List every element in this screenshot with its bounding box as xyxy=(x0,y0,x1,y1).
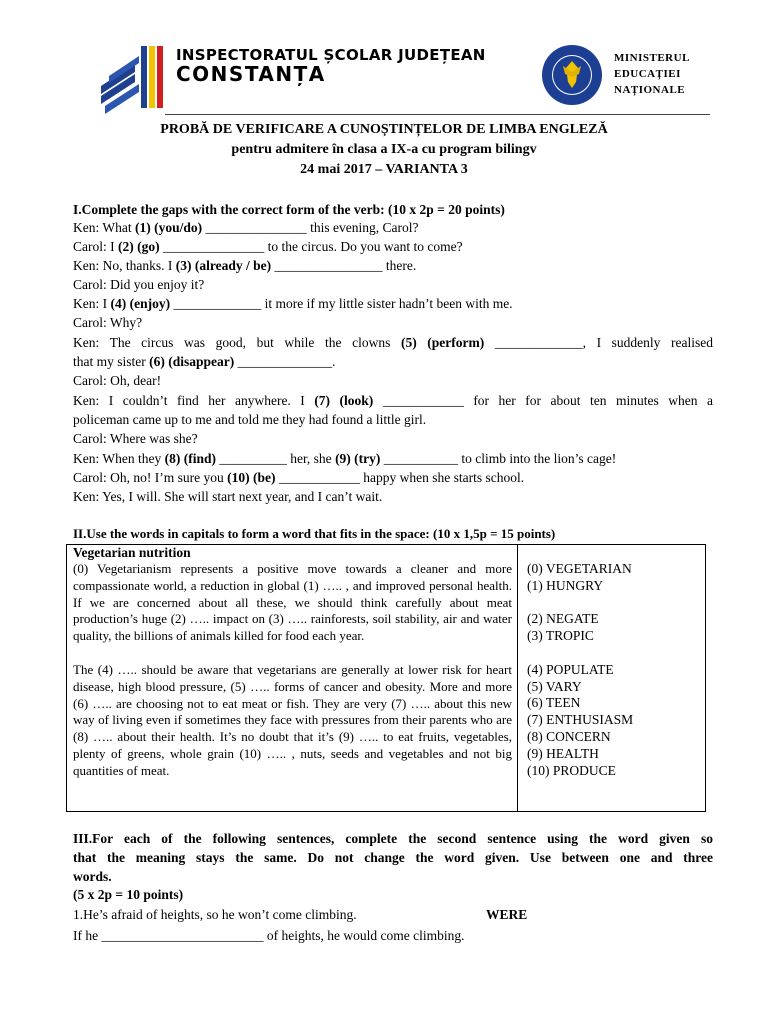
dialogue-line: Ken: When they (8) (find) __________ her, she (9) (try) ___________ to climb into the lion’s cage! xyxy=(73,451,617,466)
table-column-divider xyxy=(517,544,518,812)
item-1-sentence: 1.He’s afraid of heights, so he won’t come climbing. xyxy=(73,907,357,922)
ministry-line-3: NAȚIONALE xyxy=(614,84,686,96)
header-divider xyxy=(165,114,710,115)
word-list-item: (0) VEGETARIAN xyxy=(527,561,632,576)
word-list-item: (2) NEGATE xyxy=(527,611,599,626)
exam-date: 24 mai 2017 – VARIANTA 3 xyxy=(300,162,468,177)
dialogue-line: Ken: Yes, I will. She will start next year, and I can’t wait. xyxy=(73,489,383,504)
dialogue-line: Carol: Why? xyxy=(73,315,143,330)
text-paragraph-2: The (4) ….. should be aware that vegetarians are generally at lower risk for heart disease, high blood pressure, (5) ….. forms of cancer and obesity. More and more (6) ….. are choosing not to eat meat or fish. They are very (7) ….. about this new way of living even if sometimes they face with pressures from their parents who are (8) ….. about their health. It’s no doubt that it’s (9) ….. to eat fruits, vegetables, plenty of greens, whole grain (10) ….. , nuts, seeds and vegetables and not big quantities of meat. xyxy=(73,662,512,778)
dialogue-line: that my sister (6) (disappear) ______________. xyxy=(73,354,336,369)
word-list-item: (1) HUNGRY xyxy=(527,578,604,593)
text-paragraph-1: (0) Vegetarianism represents a positive move towards a cleaner and more compassionate world, a reduction in global (1) ….. , and improved personal health. If we are concerned about all these, we should think carefully about meat production’s huge (2) ….. impact on (3) ….. rainforests, soil stability, air and water quality, the billions of animals killed for food each year. xyxy=(73,561,512,644)
inspectorate-city: CONSTANȚA xyxy=(176,62,326,86)
section-1-heading: I.Complete the gaps with the correct form of the verb: (10 x 2p = 20 points) xyxy=(73,202,505,217)
inspectorate-name: INSPECTORATUL ȘCOLAR JUDEȚEAN xyxy=(176,46,486,64)
dialogue-line: Ken: No, thanks. I (3) (already / be) ________________ there. xyxy=(73,258,417,273)
word-list-item: (7) ENTHUSIASM xyxy=(527,712,634,727)
inspectorate-logo-icon xyxy=(95,42,167,114)
dialogue-line: Ken: I couldn’t find her anywhere. I (7) (look) ____________ for her for about ten minutes when a xyxy=(73,393,713,408)
dialogue-line: Ken: I (4) (enjoy) _____________ it more if my little sister hadn’t been with me. xyxy=(73,296,513,311)
dialogue-line: Carol: Did you enjoy it? xyxy=(73,277,205,292)
section-3-points: (5 x 2p = 10 points) xyxy=(73,887,184,902)
dialogue-line: policeman came up to me and told me they had found a little girl. xyxy=(73,412,427,427)
exam-subtitle: pentru admitere în clasa a IX-a cu program bilingv xyxy=(231,142,537,157)
dialogue-line: Carol: Oh, dear! xyxy=(73,373,162,388)
dialogue-line: Carol: Oh, no! I’m sure you (10) (be) ____________ happy when she starts school. xyxy=(73,470,525,485)
word-list-item: (6) TEEN xyxy=(527,695,581,710)
word-list-item: (4) POPULATE xyxy=(527,662,614,677)
section-3-heading-line-1: III.For each of the following sentences, complete the second sentence using the word given so xyxy=(73,831,713,846)
text-title: Vegetarian nutrition xyxy=(73,545,191,560)
section-3-heading-line-2: that the meaning stays the same. Do not change the word given. Use between one and three xyxy=(73,850,713,865)
word-list-item: (5) VARY xyxy=(527,679,582,694)
dialogue-line: Carol: I (2) (go) _______________ to the circus. Do you want to come? xyxy=(73,239,463,254)
dialogue-line: Ken: What (1) (you/do) _______________ this evening, Carol? xyxy=(73,220,419,235)
word-list-item: (10) PRODUCE xyxy=(527,763,616,778)
word-list-item: (8) CONCERN xyxy=(527,729,611,744)
government-seal-icon xyxy=(541,44,603,106)
item-1-keyword: WERE xyxy=(486,907,528,922)
exam-title: PROBĂ DE VERIFICARE A CUNOȘTINȚELOR DE LIMBA ENGLEZĂ xyxy=(160,122,608,137)
word-list-item: (3) TROPIC xyxy=(527,628,594,643)
dialogue-line: Carol: Where was she? xyxy=(73,431,198,446)
dialogue-line: Ken: The circus was good, but while the clowns (5) (perform) _____________, I suddenly realised xyxy=(73,335,713,350)
section-2-heading: II.Use the words in capitals to form a word that fits in the space: (10 x 1,5p = 15 points) xyxy=(73,526,556,541)
word-list-item: (9) HEALTH xyxy=(527,746,599,761)
item-1-completion: If he ________________________ of heights, he would come climbing. xyxy=(73,928,465,943)
ministry-line-1: MINISTERUL xyxy=(614,52,690,64)
ministry-line-2: EDUCAȚIEI xyxy=(614,68,681,80)
section-3-heading-line-3: words. xyxy=(73,869,112,884)
